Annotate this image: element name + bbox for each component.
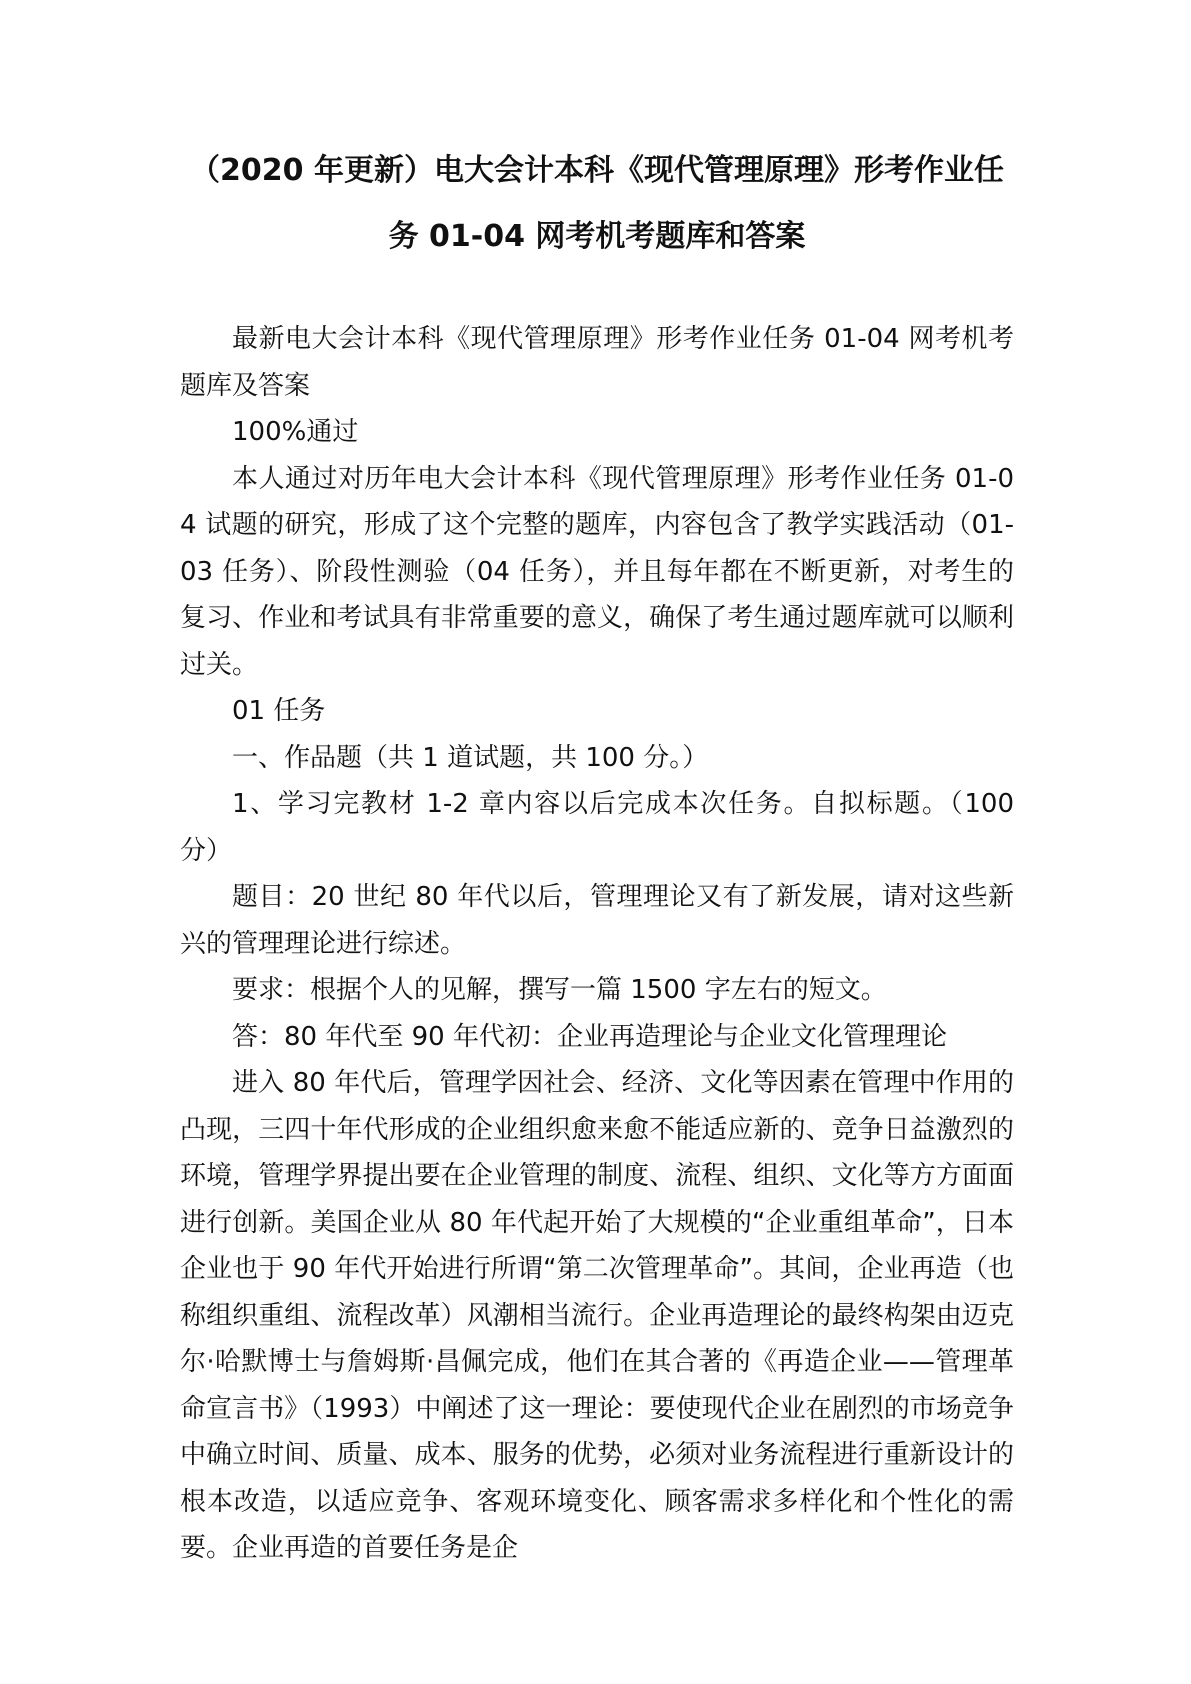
- intro-paragraph: 最新电大会计本科《现代管理原理》形考作业任务 01-04 网考机考题库及答案: [180, 324, 1014, 401]
- section-heading: 一、作品题（共 1 道试题，共 100 分。）: [232, 742, 709, 773]
- description-paragraph: 本人通过对历年电大会计本科《现代管理原理》形考作业任务 01-04 试题的研究，形成了这个完整的题库，内容包含了教学实践活动（01-03 任务）、阶段性测验（04 任务），并且每年都在不断更新，对考生的复习、作业和考试具有非常重要的意义，确保了考生通过题库就可以顺利过关。: [180, 463, 1014, 680]
- document-page: [180, 138, 1014, 1572]
- pass-rate-paragraph: 100%通过: [232, 417, 359, 447]
- question-paragraph: 1、学习完教材 1-2 章内容以后完成本次任务。自拟标题。（100 分）: [180, 789, 1014, 866]
- title-line-1: （2020 年更新）电大会计本科《现代管理原理》形考作业任: [190, 153, 1004, 188]
- topic-paragraph: 题目：20 世纪 80 年代以后，管理理论又有了新发展，请对这些新兴的管理理论进行综述。: [180, 882, 1014, 959]
- title-line-2: 务 01-04 网考机考题库和答案: [388, 219, 806, 254]
- task-heading: 01 任务: [232, 696, 326, 726]
- requirement-paragraph: 要求：根据个人的见解，撰写一篇 1500 字左右的短文。: [232, 975, 887, 1005]
- answer-heading: 答：80 年代至 90 年代初：企业再造理论与企业文化管理理论: [232, 1021, 947, 1052]
- document-title: [180, 138, 1014, 270]
- answer-body-paragraph: 进入 80 年代后，管理学因社会、经济、文化等因素在管理中作用的凸现，三四十年代形成的企业组织愈来愈不能适应新的、竞争日益激烈的环境，管理学界提出要在企业管理的制度、流程、组织、文化等方方面面进行创新。美国企业从 80 年代起开始了大规模的“企业重组革命”，日本企业也于 90 年代开始进行所谓“第二次管理革命”。其间，企业再造（也称组织重组、流程改革）风潮相当流行。企业再造理论的最终构架由迈克尔·哈默博士与詹姆斯·昌佩完成，他们在其合著的《再造企业——管理革命宣言书》（1993）中阐述了这一理论：要使现代企业在剧烈的市场竞争中确立时间、质量、成本、服务的优势，必须对业务流程进行重新设计的根本改造，以适应竞争、客观环境变化、顾客需求多样化和个性化的需要。企业再造的首要任务是企: [180, 1068, 1014, 1563]
